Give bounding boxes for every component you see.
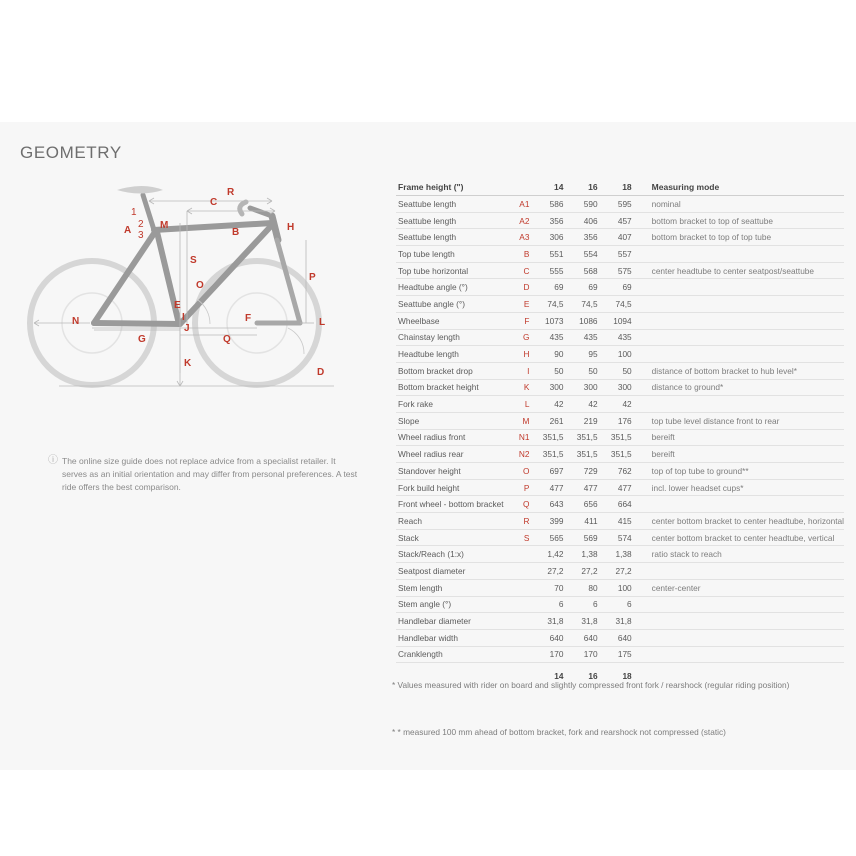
cell-value-18: 574 — [608, 529, 642, 546]
svg-text:E: E — [174, 300, 181, 311]
cell-measure-code: N2 — [514, 446, 540, 463]
cell-measure-code: C — [514, 262, 540, 279]
cell-measure-name: Stem length — [396, 579, 514, 596]
cell-value-18: 1,38 — [608, 546, 642, 563]
cell-value-18: 477 — [608, 479, 642, 496]
cell-measure-name: Stem angle (°) — [396, 596, 514, 613]
table-row — [396, 513, 844, 530]
cell-value-14: 399 — [539, 513, 573, 530]
cell-value-14: 70 — [539, 579, 573, 596]
cell-measure-code: O — [514, 463, 540, 480]
svg-text:H: H — [287, 222, 295, 233]
cell-measure-code: S — [514, 529, 540, 546]
cell-value-18: 176 — [608, 412, 642, 429]
cell-measure-code: K — [514, 379, 540, 396]
cell-value-18: 415 — [608, 513, 642, 530]
cell-value-18: 69 — [608, 279, 642, 296]
cell-measure-code: L — [514, 396, 540, 413]
cell-measuring-mode — [642, 496, 844, 513]
cell-measure-code — [514, 563, 540, 580]
col-header-measuring-mode: Measuring mode — [642, 178, 844, 196]
cell-value-16: 74,5 — [574, 296, 608, 313]
cell-value-18: 1094 — [608, 312, 642, 329]
cell-measure-code — [514, 629, 540, 646]
cell-measure-name: Seattube length — [396, 229, 514, 246]
cell-measure-name: Top tube horizontal — [396, 262, 514, 279]
cell-measure-code: N1 — [514, 429, 540, 446]
cell-value-14: 306 — [539, 229, 573, 246]
svg-text:L: L — [319, 317, 326, 328]
cell-measure-code: F — [514, 312, 540, 329]
cell-value-18: 50 — [608, 362, 642, 379]
col-header-frame-height: Frame height (") — [396, 178, 514, 196]
cell-measure-name: Seattube angle (°) — [396, 296, 514, 313]
cell-value-18: 31,8 — [608, 613, 642, 630]
cell-measuring-mode: bottom bracket to top of seattube — [642, 212, 844, 229]
cell-measuring-mode: center-center — [642, 579, 844, 596]
info-icon: ⓘ — [48, 455, 58, 466]
cell-value-18: 435 — [608, 329, 642, 346]
cell-value-16: 351,5 — [574, 446, 608, 463]
svg-text:K: K — [184, 358, 192, 369]
cell-measure-name: Front wheel - bottom bracket — [396, 496, 514, 513]
cell-measure-name: Seattube length — [396, 212, 514, 229]
svg-text:3: 3 — [138, 230, 144, 241]
cell-value-16: 27,2 — [574, 563, 608, 580]
svg-text:J: J — [184, 323, 190, 334]
cell-measuring-mode: center bottom bracket to center headtube, vertical — [642, 529, 844, 546]
cell-measure-name: Seatpost diameter — [396, 563, 514, 580]
cell-value-16: 42 — [574, 396, 608, 413]
cell-value-18: 457 — [608, 212, 642, 229]
cell-value-16: 435 — [574, 329, 608, 346]
cell-measuring-mode: bereift — [642, 446, 844, 463]
table-row — [396, 329, 844, 346]
cell-measure-name: Handlebar diameter — [396, 613, 514, 630]
cell-value-16: 351,5 — [574, 429, 608, 446]
cell-measuring-mode — [642, 629, 844, 646]
table-row — [396, 262, 844, 279]
cell-measure-name: Chainstay length — [396, 329, 514, 346]
cell-measuring-mode — [642, 613, 844, 630]
cell-measure-code: M — [514, 412, 540, 429]
cell-value-18: 100 — [608, 346, 642, 363]
cell-value-16: 1,38 — [574, 546, 608, 563]
table-row — [396, 246, 844, 263]
cell-value-14: 300 — [539, 379, 573, 396]
table-row — [396, 496, 844, 513]
cell-value-14: 356 — [539, 212, 573, 229]
cell-value-14: 27,2 — [539, 563, 573, 580]
cell-measure-code: P — [514, 479, 540, 496]
svg-text:M: M — [160, 220, 169, 231]
disclaimer-note: The online size guide does not replace advice from a specialist retailer. It serves as an initial orientation and may differ from personal preferences. A test ride offers the best comparison. — [62, 456, 358, 492]
cell-measure-name: Wheel radius front — [396, 429, 514, 446]
cell-value-18: 351,5 — [608, 429, 642, 446]
svg-text:I: I — [182, 312, 185, 323]
cell-value-14: 555 — [539, 262, 573, 279]
table-row — [396, 396, 844, 413]
svg-text:R: R — [227, 187, 235, 198]
cell-value-16: 69 — [574, 279, 608, 296]
table-row — [396, 446, 844, 463]
cell-value-16: 80 — [574, 579, 608, 596]
cell-measuring-mode: top tube level distance front to rear — [642, 412, 844, 429]
table-row — [396, 646, 844, 663]
geometry-table — [396, 178, 844, 686]
table-row — [396, 563, 844, 580]
cell-measure-name: Stack/Reach (1:x) — [396, 546, 514, 563]
cell-measuring-mode — [642, 596, 844, 613]
cell-measure-name: Reach — [396, 513, 514, 530]
table-row — [396, 629, 844, 646]
cell-value-16: 170 — [574, 646, 608, 663]
cell-measure-code: Q — [514, 496, 540, 513]
table-row — [396, 279, 844, 296]
cell-measuring-mode: distance to ground* — [642, 379, 844, 396]
cell-value-16: 356 — [574, 229, 608, 246]
cell-value-18: 407 — [608, 229, 642, 246]
cell-value-16: 640 — [574, 629, 608, 646]
cell-measure-code — [514, 546, 540, 563]
table-row — [396, 463, 844, 480]
cell-measuring-mode: bereift — [642, 429, 844, 446]
cell-value-14: 31,8 — [539, 613, 573, 630]
cell-value-16: 568 — [574, 262, 608, 279]
col-header-18: 18 — [608, 178, 642, 196]
cell-value-14: 50 — [539, 362, 573, 379]
cell-measure-code: D — [514, 279, 540, 296]
cell-measure-code — [514, 646, 540, 663]
table-row — [396, 379, 844, 396]
cell-measuring-mode: ratio stack to reach — [642, 546, 844, 563]
cell-measure-code: G — [514, 329, 540, 346]
cell-value-14: 90 — [539, 346, 573, 363]
cell-value-18: 100 — [608, 579, 642, 596]
cell-measuring-mode — [642, 346, 844, 363]
cell-value-14: 435 — [539, 329, 573, 346]
footer-value-14: 14 — [539, 663, 573, 687]
cell-value-18: 27,2 — [608, 563, 642, 580]
cell-measuring-mode — [642, 312, 844, 329]
cell-value-14: 565 — [539, 529, 573, 546]
table-header-row — [396, 178, 844, 196]
cell-measuring-mode — [642, 329, 844, 346]
cell-measuring-mode: top of top tube to ground** — [642, 463, 844, 480]
cell-measure-code: A3 — [514, 229, 540, 246]
cell-measure-name: Wheelbase — [396, 312, 514, 329]
cell-measuring-mode — [642, 296, 844, 313]
cell-value-14: 477 — [539, 479, 573, 496]
cell-measure-code: H — [514, 346, 540, 363]
cell-measure-name: Cranklength — [396, 646, 514, 663]
cell-value-16: 406 — [574, 212, 608, 229]
cell-measure-code: I — [514, 362, 540, 379]
svg-text:Q: Q — [223, 334, 231, 345]
cell-measuring-mode: incl. lower headset cups* — [642, 479, 844, 496]
bike-geometry-diagram — [14, 168, 384, 448]
svg-text:O: O — [196, 280, 204, 291]
cell-measuring-mode: bottom bracket to top of top tube — [642, 229, 844, 246]
cell-value-16: 1086 — [574, 312, 608, 329]
table-row — [396, 412, 844, 429]
cell-value-16: 590 — [574, 196, 608, 213]
cell-value-14: 697 — [539, 463, 573, 480]
cell-value-18: 6 — [608, 596, 642, 613]
cell-value-16: 219 — [574, 412, 608, 429]
col-header-14: 14 — [539, 178, 573, 196]
cell-value-14: 1073 — [539, 312, 573, 329]
cell-value-18: 595 — [608, 196, 642, 213]
cell-measure-name: Top tube length — [396, 246, 514, 263]
cell-value-18: 575 — [608, 262, 642, 279]
table-row — [396, 429, 844, 446]
cell-value-18: 74,5 — [608, 296, 642, 313]
cell-measure-name: Wheel radius rear — [396, 446, 514, 463]
cell-value-18: 640 — [608, 629, 642, 646]
cell-measuring-mode: distance of bottom bracket to hub level* — [642, 362, 844, 379]
cell-value-16: 31,8 — [574, 613, 608, 630]
cell-value-18: 300 — [608, 379, 642, 396]
cell-value-14: 42 — [539, 396, 573, 413]
cell-value-14: 351,5 — [539, 429, 573, 446]
svg-text:B: B — [232, 227, 240, 238]
cell-value-16: 300 — [574, 379, 608, 396]
table-row — [396, 296, 844, 313]
cell-value-16: 411 — [574, 513, 608, 530]
cell-measuring-mode: center bottom bracket to center headtube, horizontal — [642, 513, 844, 530]
cell-value-18: 762 — [608, 463, 642, 480]
table-row — [396, 529, 844, 546]
cell-measuring-mode: center headtube to center seatpost/seattube — [642, 262, 844, 279]
cell-measure-code: R — [514, 513, 540, 530]
cell-value-14: 640 — [539, 629, 573, 646]
svg-text:1: 1 — [131, 207, 137, 218]
table-row — [396, 579, 844, 596]
cell-value-14: 74,5 — [539, 296, 573, 313]
svg-text:P: P — [309, 272, 316, 283]
cell-value-14: 1,42 — [539, 546, 573, 563]
cell-value-14: 170 — [539, 646, 573, 663]
cell-measure-name: Headtube length — [396, 346, 514, 363]
svg-text:2: 2 — [138, 219, 144, 230]
table-row — [396, 196, 844, 213]
cell-value-14: 551 — [539, 246, 573, 263]
footnote-one: * Values measured with rider on board and slightly compressed front fork / rearshock (regular riding position) — [392, 680, 790, 690]
cell-measure-code: A2 — [514, 212, 540, 229]
cell-value-14: 69 — [539, 279, 573, 296]
table-row — [396, 229, 844, 246]
cell-value-14: 351,5 — [539, 446, 573, 463]
svg-text:G: G — [138, 334, 146, 345]
cell-value-16: 656 — [574, 496, 608, 513]
cell-measure-code — [514, 596, 540, 613]
table-row — [396, 546, 844, 563]
cell-value-16: 50 — [574, 362, 608, 379]
footer-value-18: 18 — [608, 663, 642, 687]
col-header-16: 16 — [574, 178, 608, 196]
cell-measure-code — [514, 579, 540, 596]
cell-measure-name: Bottom bracket height — [396, 379, 514, 396]
cell-measuring-mode: nominal — [642, 196, 844, 213]
cell-value-14: 6 — [539, 596, 573, 613]
cell-value-18: 42 — [608, 396, 642, 413]
table-row — [396, 312, 844, 329]
svg-text:F: F — [245, 313, 252, 324]
cell-value-18: 557 — [608, 246, 642, 263]
cell-measuring-mode — [642, 646, 844, 663]
cell-measure-code: E — [514, 296, 540, 313]
page-title: GEOMETRY — [20, 143, 122, 162]
svg-text:A: A — [124, 225, 132, 236]
cell-measure-code: A1 — [514, 196, 540, 213]
svg-text:D: D — [317, 367, 325, 378]
cell-measure-code: B — [514, 246, 540, 263]
table-row — [396, 346, 844, 363]
table-row — [396, 596, 844, 613]
cell-measure-name: Bottom bracket drop — [396, 362, 514, 379]
cell-measuring-mode — [642, 279, 844, 296]
svg-text:C: C — [210, 197, 218, 208]
cell-value-16: 477 — [574, 479, 608, 496]
footnote-two: * * measured 100 mm ahead of bottom bracket, fork and rearshock not compressed (static) — [392, 727, 726, 737]
cell-measure-name: Fork rake — [396, 396, 514, 413]
svg-text:S: S — [190, 255, 197, 266]
cell-measure-name: Seattube length — [396, 196, 514, 213]
cell-measure-code — [514, 613, 540, 630]
cell-measuring-mode — [642, 563, 844, 580]
cell-measure-name: Headtube angle (°) — [396, 279, 514, 296]
table-row — [396, 212, 844, 229]
cell-value-16: 729 — [574, 463, 608, 480]
cell-value-18: 351,5 — [608, 446, 642, 463]
cell-value-14: 586 — [539, 196, 573, 213]
table-row — [396, 362, 844, 379]
col-header-code — [514, 178, 540, 196]
cell-value-14: 643 — [539, 496, 573, 513]
cell-value-18: 175 — [608, 646, 642, 663]
cell-value-16: 569 — [574, 529, 608, 546]
cell-measure-name: Standover height — [396, 463, 514, 480]
cell-value-16: 554 — [574, 246, 608, 263]
cell-measure-name: Fork build height — [396, 479, 514, 496]
cell-measuring-mode — [642, 246, 844, 263]
cell-measure-name: Stack — [396, 529, 514, 546]
cell-measure-name: Slope — [396, 412, 514, 429]
geometry-table-wrapper — [396, 178, 844, 686]
footer-value-16: 16 — [574, 663, 608, 687]
table-row — [396, 479, 844, 496]
cell-value-16: 6 — [574, 596, 608, 613]
cell-value-18: 664 — [608, 496, 642, 513]
cell-measure-name: Handlebar width — [396, 629, 514, 646]
table-row — [396, 613, 844, 630]
cell-value-14: 261 — [539, 412, 573, 429]
cell-measuring-mode — [642, 396, 844, 413]
cell-value-16: 95 — [574, 346, 608, 363]
svg-text:N: N — [72, 316, 80, 327]
